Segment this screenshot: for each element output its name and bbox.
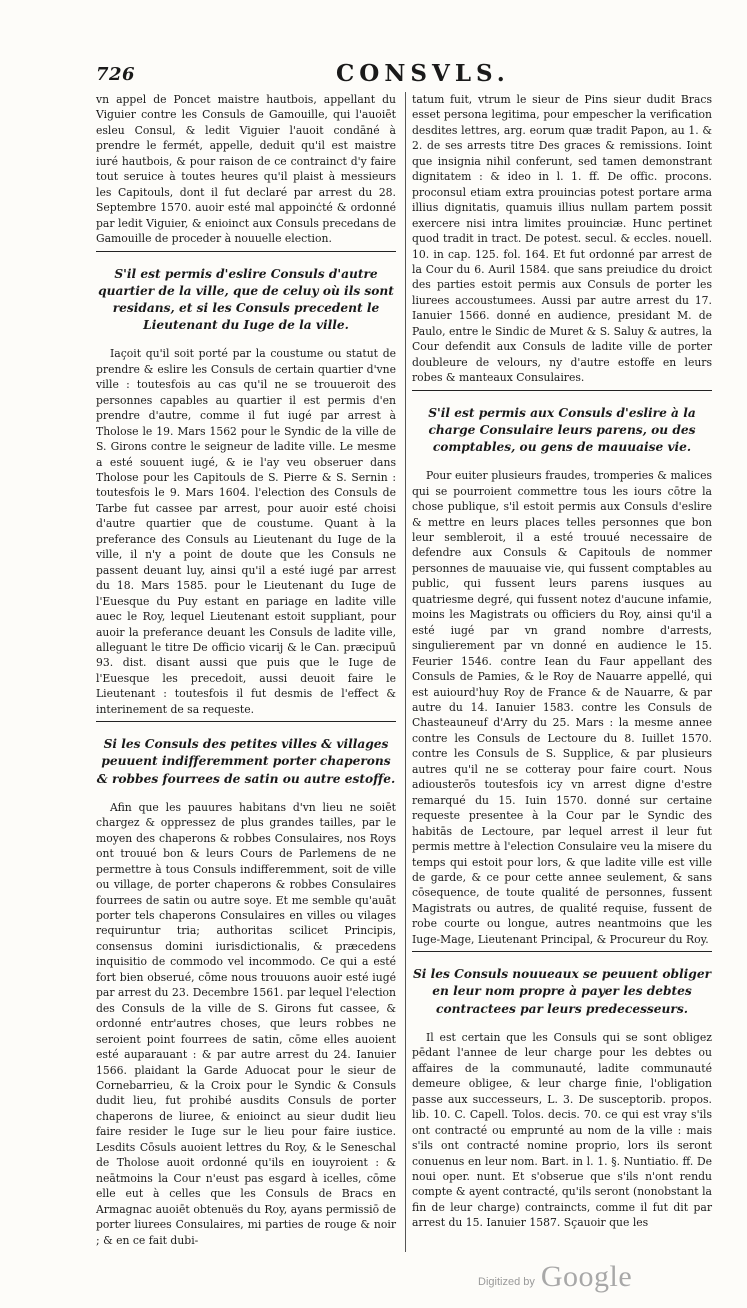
running-title: CONSVLS. <box>336 60 510 87</box>
section-rule <box>96 251 396 252</box>
section-heading: S'il est permis d'eslire Consuls d'autre quartier de la ville, que de celuy où ils sont residans, et si les Consuls precedent le Lieutenant du Iuge de la ville. <box>98 266 394 333</box>
paragraph: Pour euiter plusieurs fraudes, tromperies & malices qui se pourroient commettre tous les iours cōtre la chose publique, s'il estoit permis aux Consuls d'eslire & mettre en leurs places telles personnes que bon leur sembleroit, il a esté trouué necessaire de defendre aux Consuls & Capitouls de nommer personnes de mauuaise vie, qui fussent comptables au public, qui fussent leurs parens iusques au quatriesme degré, qui fussent notez d'aucune infamie, moins les Magistrats ou officiers du Roy, ainsi qu'il a esté iugé par vn grand nombre d'arrests, singulierement par vn donné en audience le 15. Feurier 1546. contre Iean du Faur appellant des Consuls de Pamies, & le Roy de Nauarre appellé, qui est auiourd'huy Roy de France & de Nauarre, & par autre du 14. Ianuier 1583. contre les Consuls de Chasteauneuf d'Arry du 25. Mars : la mesme annee contre les Consuls de Lectoure du 8. Iuillet 1570. contre les Consuls de S. Supplice, & par plusieurs autres qu'il ne se cotteray pour faire court. Nous adiousterōs toutesfois icy vn arrest digne d'estre remarqué du 15. Iuin 1570. donné sur certaine requeste presentee à la Cour par le Syndic des habitās de Lectoure, par lequel arrest il leur fut permis mettre à l'election Consulaire veu la misere du temps qui estoit pour lors, & que ladite ville est ville de garde, & ce pour cette annee seulement, & sans cōsequence, de toute qualité de personnes, fussent Magistrats ou autres, de qualité requise, fussent de robe courte ou longue, autres neantmoins que les Iuge-Mage, Lieutenant Principal, & Procureur du Roy. <box>412 469 712 946</box>
section-heading: Si les Consuls des petites villes & villages peuuent indifferemment porter chaperons & robbes fourrees de satin ou autre estoffe. <box>96 737 396 786</box>
watermark-prefix: Digitized by <box>478 1276 535 1288</box>
paragraph: Il est certain que les Consuls qui se sont obligez pēdant l'annee de leur charge pour les debtes ou affaires de la communauté, ladite communauté demeure obligee, & leur charge finie, l'obligation passe aux successeurs, L. 3. De susceptorib. propos. lib. 10. C. Capell. Tolos. decis. 70. ce qui est vray s'ils ont contracté ou emprunté au nom de la ville : mais s'ils ont contracté nomine proprio, lors ils seront conuenus en leur nom. Bart. in l. 1. §. Nuntiatio. ff. De noui oper. nunt. Et s'obserue que s'ils n'ont rendu compte & ayent contracté, qu'ils seront (nonobstant la fin de leur charge) contraincts, comme il fut dit par arrest du 15. Ianuier 1587. Sçauoir que les <box>412 1030 712 1230</box>
column-divider <box>405 92 406 1252</box>
right-column <box>412 92 712 1231</box>
paragraph: Afin que les pauures habitans d'vn lieu ne soiēt chargez & oppressez de plus grandes tailles, par le moyen des chaperons & robbes Consulaires, nos Roys ont trouué bon & leurs Cours de Parlemens de ne permettre à tous Consuls indifferemment, soit de ville ou village, de porter chaperons & robbes Consulaires fourrees de satin ou autre soye. Et me semble qu'auāt porter tels chaperons Consulaires en villes ou vilages requiruntur tria; authoritas scilicet Principis, consensus domini iurisdictionalis, & præcedens inquisitio de commodo vel incommodo. Ce qui a esté fort bien obserué, cōme nous trouuons auoir esté iugé par arrest du 23. Decembre 1561. par lequel l'election des Consuls de la ville de S. Girons fut cassee, & ordonné entr'autres choses, que leurs robbes ne seroient point fourrees de satin, cōme elles auoient esté auparauant : & par autre arrest du 24. Ianuier 1566. plaidant la Garde Aduocat pour le sieur de Cornebarrieu, & la Croix pour le Syndic & Consuls dudit lieu, fut prohibé ausdits Consuls de porter chaperons de liuree, & enioinct au sieur dudit lieu faire resider le Iuge sur le lieu pour faire iustice. Lesdits Cōsuls auoient lettres du Roy, & le Seneschal de Tholose auoit ordonné qu'ils en iouyroient : & neātmoins la Cour n'eust pas esgard à icelles, cōme elle eut à celles que les Consuls de Bracs en Armagnac auoiēt obtenuës du Roy, ayans permissiō de porter liurees Consulaires, mi parties de rouge & noir ; & en ce fait dubi- <box>96 800 396 1247</box>
paragraph: Iaçoit qu'il soit porté par la coustume ou statut de prendre & eslire les Consuls de certain quartier d'vne ville : toutesfois au cas qu'il ne se trouueroit des personnes capables au quartier il est permis d'en prendre d'autre, comme il fut iugé par arrest à Tholose le 19. Mars 1562 pour le Syndic de la ville de S. Girons contre le seigneur de ladite ville. Le mesme a esté souuent iugé, & ie l'ay veu obseruer dans Tholose pour les Capitouls de S. Pierre & S. Sernin : toutesfois le 9. Mars 1604. l'election des Consuls de Tarbe fut cassee par arrest, pour auoir esté choisi d'autre quartier que de coustume. Quant à la preferance des Consuls au Lieutenant du Iuge de la ville, il n'y a point de doute que les Consuls ne passent deuant luy, ainsi qu'il a esté iugé par arrest du 18. Mars 1585. pour le Lieutenant du Iuge de l'Euesque du Puy estant en pariage en ladite ville auec le Roy, lequel Lieutenant estoit suppliant, pour auoir la preferance deuant les Consuls de ladite ville, alleguant le titre De officio vicarij & le Can. præcipuū 93. dist. disant aussi que puis que le Iuge de l'Euesque les precedoit, aussi deuoit faire le Lieutenant : toutesfois il fut desmis de l'effect & interinement de sa requeste. <box>96 347 396 716</box>
left-column <box>96 92 396 1248</box>
section-heading: Si les Consuls nouueaux se peuuent obliger en leur nom propre à payer les debtes contractees par leurs predecesseurs. <box>413 967 711 1016</box>
paragraph: vn appel de Poncet maistre hautbois, appellant du Viguier contre les Consuls de Gamouille, qui l'auoiēt esleu Consul, & ledit Viguier l'auoit condāné à prendre le fermét, appelle, deduit qu'il est maistre iuré hautbois, & pour raison de ce contrainct d'y faire tout seruice à toutes heures qu'il plaist à messieurs les Capitouls, dont il fut declaré par arrest du 28. Septembre 1570. auoir esté mal appoinċté & ordonné par ledit Viguier, & enioinct aux Consuls precedans de Gamouille de proceder à nouuelle election. <box>96 93 396 246</box>
digitized-watermark <box>478 1254 678 1294</box>
section-rule <box>412 390 712 391</box>
section-rule <box>96 721 396 722</box>
section-heading: S'il est permis aux Consuls d'eslire à la charge Consulaire leurs parens, ou des comptables, ou gens de mauuaise vie. <box>428 405 696 455</box>
page-header <box>96 60 706 90</box>
paragraph: tatum fuit, vtrum le sieur de Pins sieur dudit Bracs esset persona legitima, pour empescher la verification desdites lettres, arg. eorum quæ tradit Papon, au 1. & 2. de ses arrests titre Des graces & remissions. Ioint que insignia nihil conferunt, sed tamen demonstrant dignitatem : & ideo in l. 1. ff. De offic. procons. proconsul etiam extra prouincias potest portare arma illius dignitatis, quamuis illius nullam partem possit exercere nisi intra limites prouinciæ. Hunc pertinet quod tradit in tract. De potest. secul. & eccles. nouell. 10. in cap. 125. fol. 164. Et fut ordonné par arrest de la Cour du 6. Auril 1584. que sans preiudice du droict des parties estoit permis aux Consuls de porter les liurees accoustumees. Aussi par autre arrest du 17. Ianuier 1566. donné en audience, presidant M. de Paulo, entre le Sindic de Muret & S. Saluy & autres, la Cour defendit aux Consuls de ladite ville de porter doubleure de velours, ny d'autre estoffe en leurs robes & manteaux Consulaires. <box>412 93 712 385</box>
page-number: 726 <box>96 64 136 85</box>
google-logo: Google <box>540 1260 633 1293</box>
section-rule <box>412 951 712 952</box>
